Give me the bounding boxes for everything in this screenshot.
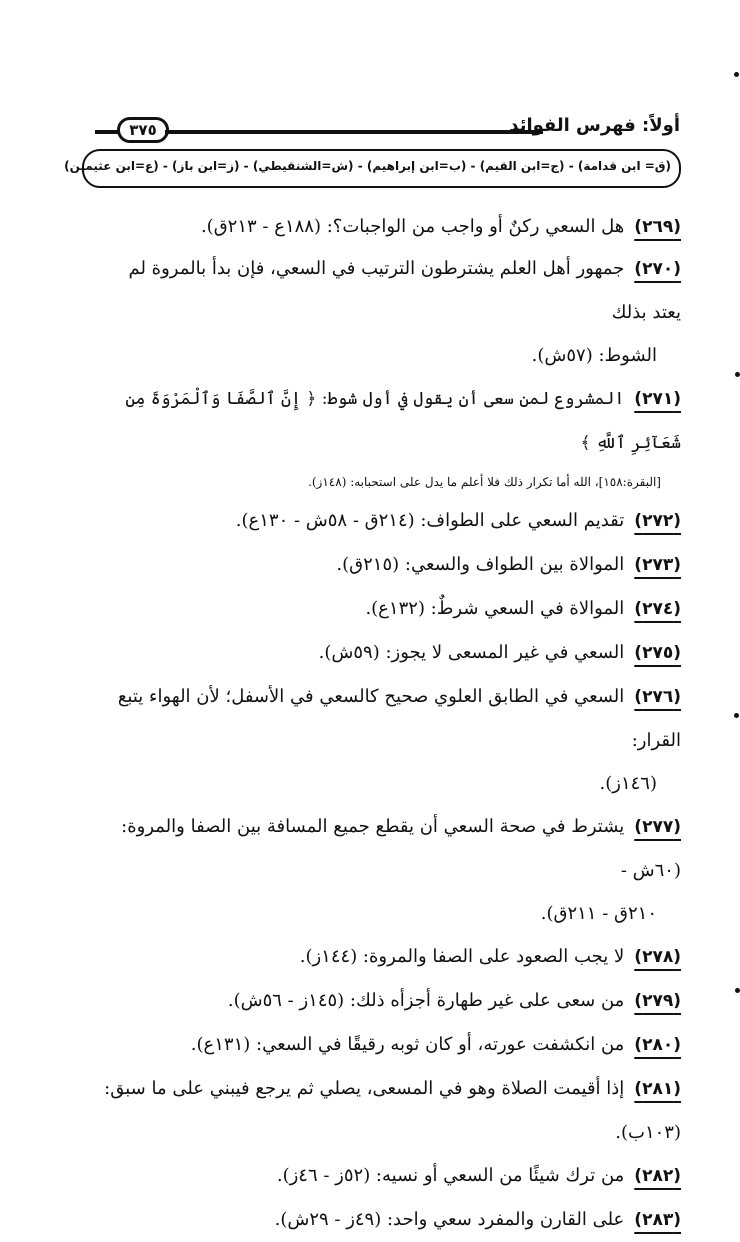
index-entry-277 (96, 805, 681, 892)
entry-number: (٢٧٩) (634, 991, 681, 1011)
entry-number: (٢٨٠) (634, 1035, 681, 1055)
entry-text: يشترط في صحة السعي أن يقطع جميع المسافة بين الصفا والمروة: (٦٠ش - (121, 816, 681, 881)
entry-number: (٢٧١) (634, 389, 681, 409)
entry-text: تقديم السعي على الطواف: (٢١٤ق - ٥٨ش - ١٣٠ع). (235, 510, 625, 531)
entry-text: لا يجب الصعود على الصفا والمروة: (١٤٤ز). (299, 946, 625, 967)
index-entry-280 (96, 1023, 681, 1067)
index-entry-282 (96, 1154, 681, 1198)
entry-text: على القارن والمفرد سعي واحد: (٤٩ز - ٢٩ش). (274, 1209, 625, 1230)
index-entry-272 (96, 499, 681, 543)
index-entry-274 (96, 587, 681, 631)
entry-number: (٢٧٨) (634, 947, 681, 967)
entry-text: من انكشفت عورته، أو كان ثوبه رقيقًا في السعي: (١٣١ع). (190, 1034, 625, 1055)
entry-text: الموالاة في السعي شرطٌ: (١٣٢ع). (365, 598, 625, 619)
entry-text: المشروع لمن سعى أن يقول في أول شوط: ﴿ إِنَّ ٱلصَّفَا وَٱلْمَرْوَةَ مِن شَعَآئِرِ ٱللَّهِ ﴾ (125, 389, 681, 453)
margin-dot-top (734, 72, 739, 77)
index-entry-270 (96, 247, 681, 334)
entry-number: (٢٦٩) (634, 217, 681, 237)
entry-number: (٢٧٢) (634, 511, 681, 531)
entry-number: (٢٨٣) (634, 1210, 681, 1230)
entry-number: (٢٧٥) (634, 643, 681, 663)
header-rule-left (95, 130, 119, 134)
abbreviation-legend-box (64, 149, 681, 188)
entry-text: السعي في غير المسعى لا يجوز: (٥٩ش). (318, 642, 625, 663)
entry-text: من ترك شيئًا من السعي أو نسيه: (٥٢ز - ٤٦ز). (276, 1165, 625, 1186)
abbreviation-legend: (ق= ابن قدامة) - (ج=ابن القيم) - (ب=ابن إبراهيم) - (ش=الشنقيطي) - (ز=ابن باز) - (ع=ابن عثيمين) (64, 159, 671, 173)
margin-dot-middle (735, 372, 740, 377)
page-header (95, 112, 680, 150)
entry-number: (٢٨١) (634, 1079, 681, 1099)
index-entry-269 (96, 205, 681, 249)
entry-number: (٢٧٤) (634, 599, 681, 619)
entry-number: (٢٧٣) (634, 555, 681, 575)
margin-dot-bottom (735, 988, 740, 993)
entry-number: (٢٨٢) (634, 1166, 681, 1186)
index-entry-283 (96, 1198, 681, 1242)
header-rule (165, 130, 543, 134)
entry-text: هل السعي ركنٌ أو واجب من الواجبات؟: (١٨٨ع - ٢١٣ق). (200, 216, 625, 237)
entry-number: (٢٧٠) (634, 259, 681, 279)
entry-continuation: (١٤٦ز). (599, 773, 657, 794)
entry-number: (٢٧٧) (634, 817, 681, 837)
page-number: ٣٧٥ (117, 117, 169, 143)
entry-continuation: ٢١٠ق - ٢١١ق). (540, 903, 657, 924)
index-entry-273 (96, 543, 681, 587)
page-title: أولاً: فهرس الفوائد (509, 115, 680, 136)
entry-number: (٢٧٦) (634, 687, 681, 707)
entry-text: الموالاة بين الطواف والسعي: (٢١٥ق). (336, 554, 625, 575)
entry-text: من سعى على غير طهارة أجزأه ذلك: (١٤٥ز - ٥٦ش). (227, 990, 625, 1011)
index-entry-275 (96, 631, 681, 675)
entry-text: جمهور أهل العلم يشترطون الترتيب في السعي، فإن بدأ بالمروة لم يعتد بذلك (128, 258, 681, 323)
index-entry-279 (96, 979, 681, 1023)
margin-dot-lower (734, 713, 739, 718)
entry-continuation: [البقرة:١٥٨]، الله أما تكرار ذلك فلا أعلم ما يدل على استحبابه: (١٤٨ز). (308, 475, 661, 489)
index-entry-281 (96, 1067, 681, 1154)
entry-continuation: الشوط: (٥٧ش). (531, 345, 657, 366)
entry-text: السعي في الطابق العلوي صحيح كالسعي في الأسفل؛ لأن الهواء يتبع القرار: (117, 686, 681, 751)
index-entry-276 (96, 675, 681, 762)
entry-text: إذا أقيمت الصلاة وهو في المسعى، يصلي ثم يرجع فيبني على ما سبق: (١٠٣ب). (104, 1078, 681, 1143)
index-entry-278 (96, 935, 681, 979)
index-entry-271 (96, 377, 681, 465)
index-entries (96, 205, 681, 1242)
